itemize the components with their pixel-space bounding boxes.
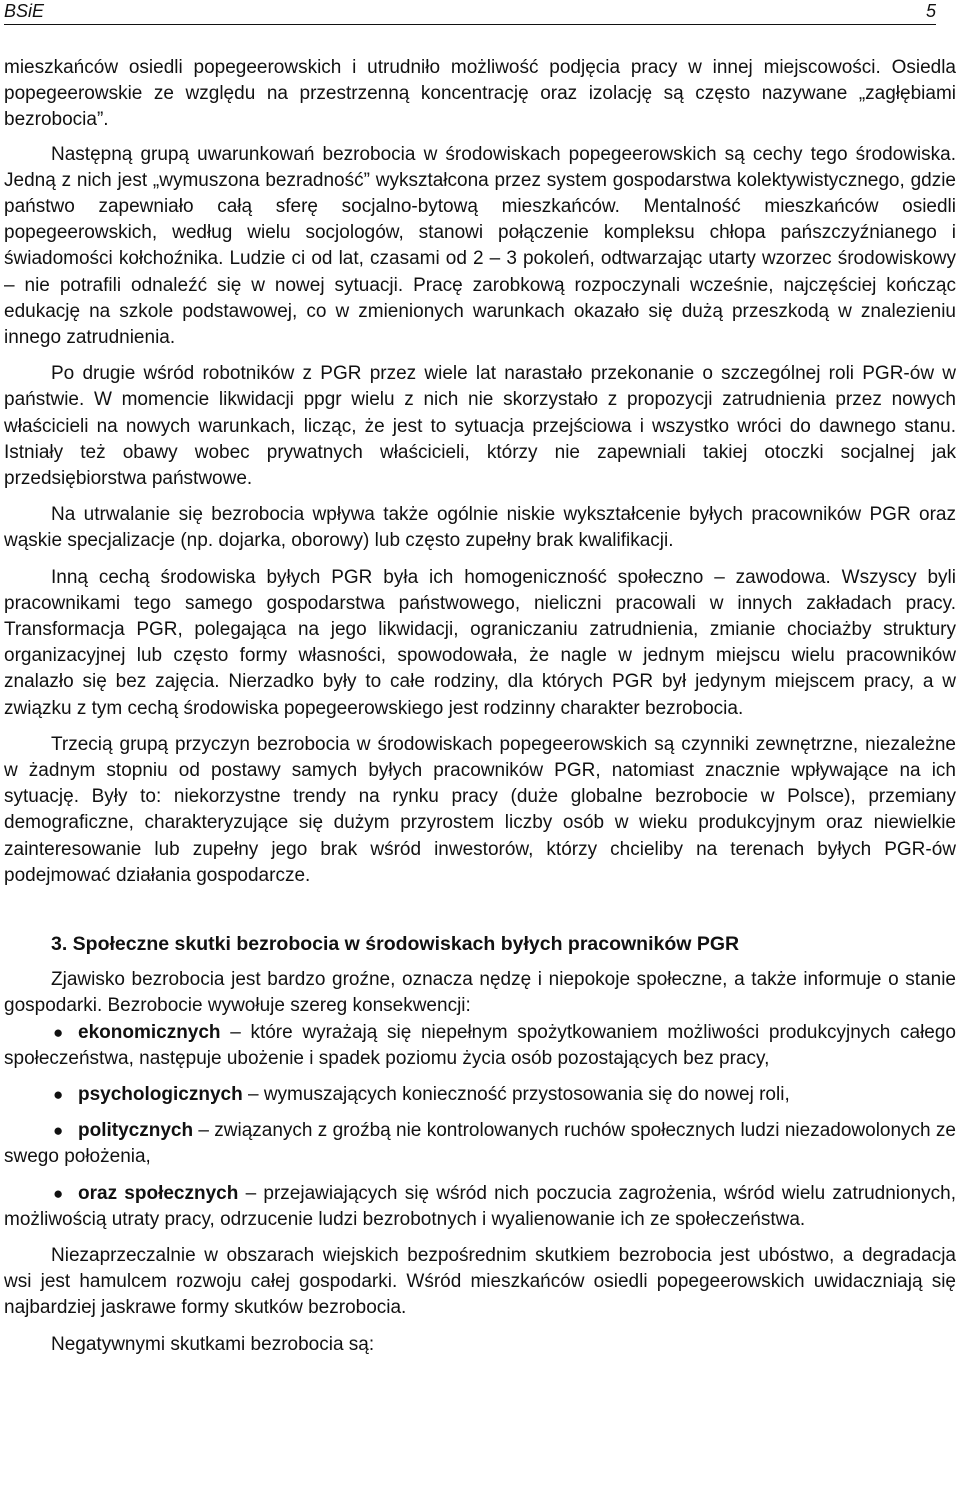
bullet-icon: ● bbox=[53, 1022, 64, 1042]
paragraph-after-bullets: Niezaprzeczalnie w obszarach wiejskich bezpośrednim skutkiem bezrobocia jest ubóstwo, a degradacja wsi jest hamulcem rozwoju całej gospodarki. Wśród mieszkańców osiedli popegeerowskich uwidaczniają się najbardziej jaskrawe formy skutków bezrobocia. bbox=[4, 1244, 956, 1319]
bullet-term: ekonomicznych bbox=[78, 1021, 221, 1043]
bullet-icon: ● bbox=[53, 1084, 64, 1104]
document-body bbox=[4, 55, 956, 1358]
bullet-text: – związanych z groźbą nie kontrolowanych ruchów społecznych ludzi niezadowolonych ze swego położenia, bbox=[4, 1120, 956, 1168]
bullet-text: – wymuszających konieczność przystosowania się do nowej roli, bbox=[242, 1083, 790, 1105]
page-number: 5 bbox=[925, 1, 936, 21]
paragraph-5: Inną cechą środowiska byłych PGR była ich homogeniczność społeczno – zawodowa. Wszyscy byli pracownikami tego samego gospodarstwa państwowego, nieliczni pracowali w innych zakładach pracy. Transformacja PGR, polegająca na jego likwidacji, ograniczaniu zatrudnienia, zmianie chociażby struktury organizacyjnej lub często formy własności, spowodowała, że nagle w jednym miejscu wielu pracowników znalazło się bez zajęcia. Nierzadko były to całe rodziny, dla których PGR był jedynym miejscem pracy, a w związku z tym cechą środowiska popegeerowskiego jest rodzinny charakter bezrobocia. bbox=[4, 566, 956, 719]
bullet-item-economic bbox=[4, 1020, 956, 1072]
paragraph-2: Następną grupą uwarunkowań bezrobocia w środowiskach popegeerowskich są cechy tego środowiska. Jedną z nich jest „wymuszona bezradność” wykształcona przez system gospodarstwa kolektywistycznego, gdzie państwo zapewniało całą sferę socjalno-bytową mieszkańców. Mentalność mieszkańców osiedli popegeerowskich, według wielu socjologów, stanowi połączenie kompleksu chłopa pańszczyźnianego i świadomości kołchoźnika. Ludzie ci od lat, czasami od 2 – 3 pokoleń, odtwarzając utarty wzorzec środowiskowy – nie potrafili odnaleźć się w nowej sytuacji. Pracę zarobkową rozpoczynali wcześnie, najczęściej kończąc edukację na szkole podstawowej, co w zmienionych warunkach okazało się dużą przeszkodą w znalezieniu innego zatrudnienia. bbox=[4, 143, 956, 349]
bullet-icon: ● bbox=[53, 1121, 64, 1141]
bullet-term: psychologicznych bbox=[78, 1083, 243, 1105]
header-title: BSiE bbox=[4, 1, 45, 21]
paragraph-1: mieszkańców osiedli popegeerowskich i utrudniło możliwość podjęcia pracy w innej miejscowości. Osiedla popegeerowskie ze względu na przestrzenną koncentrację oraz izolację są często nazywane „zagłębiami bezrobocia”. bbox=[4, 57, 956, 131]
paragraph-4: Na utrwalanie się bezrobocia wpływa także ogólnie niskie wykształcenie byłych pracowników PGR oraz wąskie specjalizacje (np. dojarka, oborowy) lub często zupełny brak kwalifikacji. bbox=[4, 504, 956, 552]
page-header bbox=[4, 0, 936, 25]
bullet-item-psychological bbox=[4, 1082, 956, 1108]
bullet-term: oraz społecznych bbox=[78, 1182, 239, 1204]
bullet-item-social bbox=[4, 1181, 956, 1233]
section-intro: Zjawisko bezrobocia jest bardzo groźne, oznacza nędzę i niepokoje społeczne, a także informuje o stanie gospodarki. Bezrobocie wywołuje szereg konsekwencji: bbox=[4, 969, 956, 1017]
paragraph-last: Negatywnymi skutkami bezrobocia są: bbox=[51, 1333, 375, 1355]
bullet-text: – które wyrażają się niepełnym spożytkowaniem możliwości produkcyjnych całego społeczeństwa, następuje ubożenie i spadek poziomu życia osób pozostających bez pracy, bbox=[4, 1021, 956, 1069]
paragraph-3: Po drugie wśród robotników z PGR przez wiele lat narastało przekonanie o szczególnej roli PGR-ów w państwie. W momencie likwidacji ppgr wielu z nich nie skorzystało z propozycji zatrudnienia przez nowych właścicieli na nowych warunkach, licząc, że jest to sytuacja przejściowa i wszystko wróci do dawnego stanu. Istniały też obawy wobec prywatnych właścicieli, którzy nie zapewniali takiej otoczki socjalnej jak przedsiębiorstwa państwowe. bbox=[4, 363, 956, 490]
paragraph-6: Trzecią grupą przyczyn bezrobocia w środowiskach popegeerowskich są czynniki zewnętrzne, niezależne w żadnym stopniu od postawy samych byłych pracowników PGR, natomiast znacznie wpływające na ich sytuację. Były to: niekorzystne trendy na rynku pracy (duże globalne bezrobocie w Polsce), przemiany demograficzne, charakteryzujące się dużym przyrostem liczby osób w wieku produkcyjnym oraz niewielkie zainteresowanie lub zupełny jego brak wśród inwestorów, którzy chcieliby na terenach byłych PGR-ów podejmować działania gospodarcze. bbox=[4, 733, 956, 886]
bullet-icon: ● bbox=[53, 1183, 64, 1203]
bullet-term: politycznych bbox=[78, 1120, 194, 1142]
section-heading: 3. Społeczne skutki bezrobocia w środowiskach byłych pracowników PGR bbox=[51, 933, 740, 956]
bullet-item-political bbox=[4, 1118, 956, 1170]
bullet-text: – przejawiających się wśród nich poczucia zagrożenia, wśród wielu zatrudnionych, możliwością utraty pracy, odrzucenie ludzi bezrobotnych i wyalienowanie ich ze społeczeństwa. bbox=[4, 1182, 956, 1230]
